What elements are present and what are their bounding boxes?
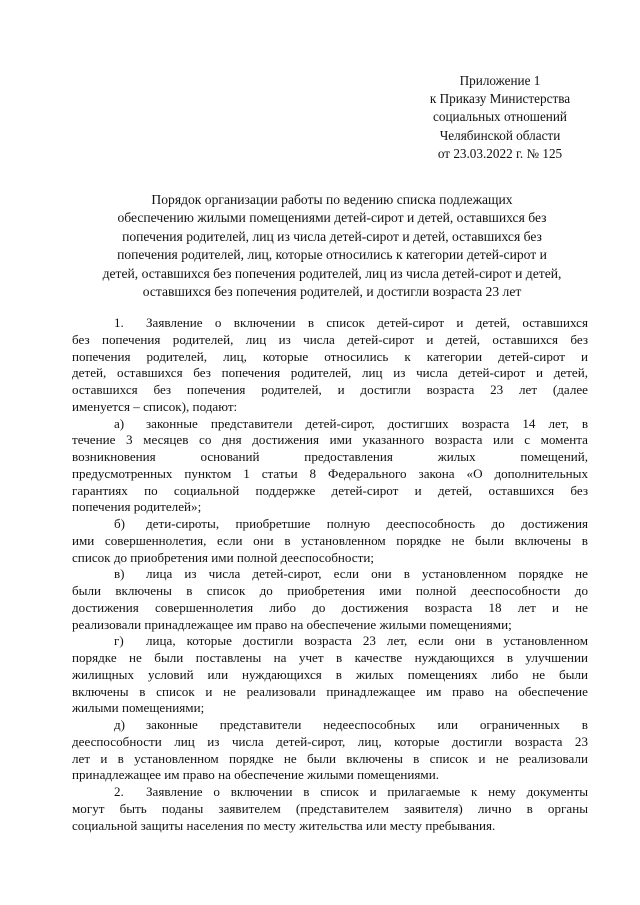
subparagraph-g (72, 633, 588, 717)
document-body (72, 315, 588, 834)
appendix-line: Приложение 1 (459, 73, 541, 88)
paragraph-1 (72, 315, 588, 416)
paragraph-line: были включены в список до приобретения ими полной дееспособности до (72, 583, 588, 598)
title-line: Порядок организации работы по ведению списка подлежащих (151, 192, 513, 207)
subparagraph-marker: д) (114, 717, 126, 732)
title-line: оставшихся без попечения родителей, и достигли возраста 23 лет (142, 284, 522, 300)
paragraph-number: 1. (114, 315, 124, 330)
document-title (72, 191, 592, 301)
paragraph-line: принадлежащее им право на обеспечение жилыми помещениями. (72, 767, 439, 783)
paragraph-line: г) лица, которые достигли возраста 23 лет, если они в установленном (72, 633, 588, 650)
subparagraph-a (72, 416, 588, 517)
appendix-line: Челябинской области (439, 127, 561, 143)
paragraph-line: порядке не были поставлены на учет в качестве нуждающихся в улучшении (72, 650, 588, 665)
paragraph-line: жилыми помещениями; (72, 700, 205, 716)
paragraph-line: попечения родителей»; (72, 499, 202, 515)
subparagraph-marker: а) (114, 415, 125, 431)
paragraph-line: д) законные представители недееспособных или ограниченных в (72, 717, 588, 734)
title-line: попечения родителей, лиц, которые относились к категории детей-сирот и (117, 247, 547, 263)
paragraph-line: а) законные представители детей-сирот, достигших возраста 14 лет, в (72, 416, 588, 433)
paragraph-line: список до приобретения ими полной дееспособности; (72, 549, 374, 565)
paragraph-line: возникновения оснований предоставления жилых помещений, (72, 449, 588, 464)
subparagraph-marker: в) (114, 566, 125, 582)
paragraph-line: детей, оставшихся без попечения родителей, лиц из числа детей-сирот и детей, (72, 365, 588, 381)
paragraph-line: реализовали принадлежащее им право на обеспечение жилыми помещениями; (72, 616, 512, 632)
paragraph-line: именуется – список), подают: (72, 398, 238, 414)
paragraph-line: социальной защиты населения по месту жительства или месту пребывания. (72, 817, 496, 833)
paragraph-line: жилищных условий или нуждающихся в жилых помещениях либо не были (72, 666, 588, 682)
appendix-line: от 23.03.2022 г. № 125 (437, 145, 563, 161)
paragraph-2 (72, 784, 588, 834)
paragraph-line: 1. Заявление о включении в список детей-сирот и детей, оставшихся (72, 315, 588, 332)
appendix-line: социальных отношений (433, 109, 567, 125)
subparagraph-marker: б) (114, 516, 126, 531)
paragraph-number: 2. (114, 784, 124, 799)
paragraph-line: течение 3 месяцев со дня достижения ими указанного возраста или с момента (72, 432, 588, 448)
title-line: обеспечению жилыми помещениями детей-сирот и детей, оставшихся без (117, 210, 547, 226)
paragraph-line: попечения родителей, лиц, которые относились к категории детей-сирот и (72, 348, 588, 364)
paragraph-line: оставшихся без попечения родителей, и достигли возраста 23 лет (далее (72, 382, 588, 397)
subparagraph-b (72, 516, 588, 566)
subparagraph-marker: г) (114, 633, 124, 649)
paragraph-line: включены в список и не реализовали принадлежащее им право на обеспечение (72, 683, 588, 699)
paragraph-line: 2. Заявление о включении в список и прилагаемые к нему документы (72, 784, 588, 801)
paragraph-line: б) дети-сироты, приобретшие полную дееспособность до достижения (72, 516, 588, 533)
paragraph-line: ими совершеннолетия, если они в установленном порядке не были включены в (72, 532, 588, 548)
title-line: попечения родителей, лиц из числа детей-сирот и детей, оставшихся без (122, 228, 542, 244)
paragraph-line: достижения совершеннолетия либо до достижения возраста 18 лет и не (72, 599, 588, 615)
subparagraph-d (72, 717, 588, 784)
title-line: детей, оставшихся без попечения родителей, лиц из числа детей-сирот и детей, (102, 265, 562, 281)
subparagraph-v (72, 566, 588, 633)
appendix-header (400, 72, 600, 163)
paragraph-line: предусмотренных пунктом 1 статьи 8 Федерального закона «О дополнительных (72, 465, 588, 481)
paragraph-line: в) лица из числа детей-сирот, если они в установленном порядке не (72, 566, 588, 583)
paragraph-line: гарантиях по социальной поддержке детей-сирот и детей, оставшихся без (72, 482, 588, 498)
paragraph-line: дееспособности лиц из числа детей-сирот, лиц, которые достигли возраста 23 (72, 733, 588, 749)
paragraph-line: лет и в установленном порядке не были включены в список и не реализовали (72, 750, 588, 766)
appendix-line: к Приказу Министерства (429, 91, 571, 107)
paragraph-line: без попечения родителей, лиц из числа детей-сирот и детей, оставшихся без (72, 331, 588, 347)
paragraph-line: могут быть поданы заявителем (представителем заявителя) лично в органы (72, 800, 588, 816)
